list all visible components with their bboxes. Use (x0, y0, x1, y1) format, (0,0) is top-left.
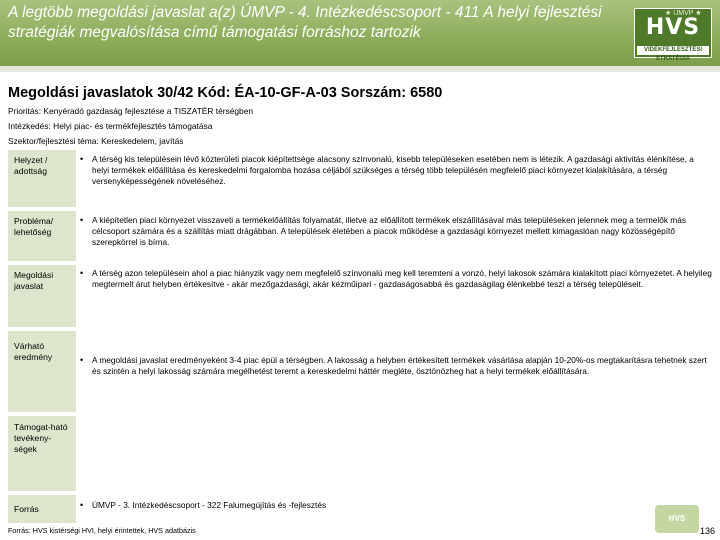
footer-logo-text: HVS (668, 514, 686, 523)
row-label-outcome: Várható eredmény (8, 331, 76, 412)
page-title: Megoldási javaslatok 30/42 Kód: ÉA-10-GF-A-03 Sorszám: 6580 (8, 85, 443, 101)
row-label-activities: Támogat-ható tevékeny-ségek (8, 416, 76, 491)
page-number: 136 (700, 526, 716, 536)
logo-star-icon: ★ UMVP ★ (665, 10, 702, 17)
row-label-source: Forrás (8, 495, 76, 523)
row-label-problem: Probléma/ lehetőség (8, 211, 76, 261)
row-text-solution: A térség azon településein ahol a piac hiányzik vagy nem megfelelő színvonalú meg kell teremteni a vonzó, helyi lakosok számára kialakított piaci környezetet. A helyileg megtermelt árut helyben értékesítve - akár mezőgazdasági, akár kézműipari - gazdaságosabbá és gazdaságilag élénkebbé teszi a térség településeit. (92, 268, 712, 290)
row-text-problem: A kiépítetlen piaci környezet visszaveti a termékelőállítás folyamatát, illetve az előállított termékek elszállításával más településeken jelennek meg a termelők más célcsoport számára és a szállítás miatt drágábban. A települések életében a piacok működése a gazdasági környezet mellett kimagaslóan nagy közösségépítő szerepkörrel is bírna. (92, 215, 686, 248)
row-bullet-solution: • (80, 268, 84, 278)
header-title: A legtöbb megoldási javaslat a(z) ÚMVP - 4. Intézkedéscsoport - 411 A helyi fejlesztési stratégiák megvalósítása című támogatási forráshoz tartozik (8, 4, 602, 41)
row-bullet-outcome: • (80, 355, 84, 365)
header-divider (0, 66, 720, 72)
meta-measure: Intézkedés: Helyi piac- és termékfejlesztés támogatása (8, 121, 213, 131)
meta-sector: Szektor/fejlesztési téma: Kereskedelem, javítás (8, 136, 184, 146)
row-bullet-source: • (80, 500, 84, 510)
footer-source: Forrás: HVS kistérségi HVI, helyi érintettek, HVS adatbázis (8, 526, 196, 535)
row-text-situation: A térség kis településein lévő közterületi piacok kiépítettsége alacsony színvonalú, kisebb településeken esetében nem is létezik. A gazdasági aktivitás élénkítése, a helyi termékek előállítása és kereskedelmi forgalomba hozása céljából szükséges a térség több településén megfelelő piaci környezet kialakítására, a térség versenyképességének növeléséhez. (92, 154, 694, 187)
header-banner (0, 0, 720, 66)
row-bullet-problem: • (80, 215, 84, 225)
logo-subtitle: VIDÉKFEJLESZTÉSI STRATÉGIA (637, 46, 709, 55)
row-label-situation: Helyzet / adottság (8, 150, 76, 207)
footer-logo (655, 505, 699, 533)
row-text-outcome: A megoldási javaslat eredményeként 3-4 piac épül a térségben. A lakosság a helyben értékesített termékek vásárlása alapján 10-20%-os megtakarításra tehetnek szert és szintén a helyi lakosság számára megélhetést teremt a kereskedelmi háttér megléte, ösztönözheg hat a helyi termékek előállítására. (92, 355, 707, 377)
logo-text: HVS (645, 15, 701, 40)
row-text-source: ÚMVP - 3. Intézkedéscsoport - 322 Falumegújítás és -fejlesztés (92, 500, 327, 510)
row-label-solution: Megoldási javaslat (8, 265, 76, 327)
hvs-logo (634, 8, 712, 62)
meta-priority: Prioritás: Kenyéradó gazdaság fejlesztése a TISZATÉR térségben (8, 106, 254, 116)
row-bullet-situation: • (80, 154, 84, 164)
